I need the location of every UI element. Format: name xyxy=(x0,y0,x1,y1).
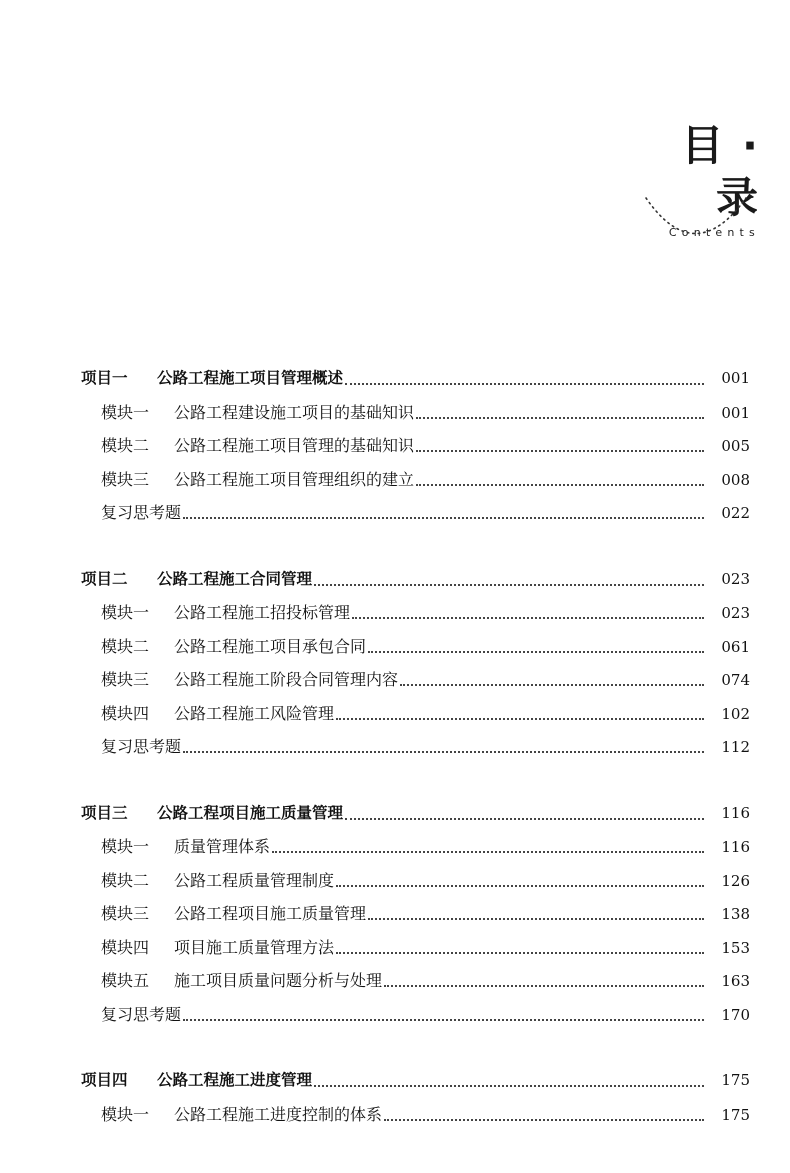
toc-entry-title: 复习思考题 xyxy=(101,503,182,522)
toc-page-number: 022 xyxy=(721,504,750,522)
toc-entry-title: 公路工程施工阶段合同管理内容 xyxy=(174,670,399,689)
toc-entry-label xyxy=(101,1098,382,1132)
toc-module-entry[interactable] xyxy=(0,596,790,630)
dot-leader xyxy=(368,917,704,920)
dot-leader xyxy=(384,984,704,987)
toc-page-number: 074 xyxy=(721,671,750,689)
dot-leader xyxy=(352,616,704,619)
toc-entry-label xyxy=(101,396,414,430)
toc-module-entry[interactable] xyxy=(0,663,790,697)
dot-leader xyxy=(336,951,704,954)
toc-page-number: 153 xyxy=(721,938,750,957)
dot-leader xyxy=(400,683,704,686)
toc-entry-title: 公路工程施工项目管理概述 xyxy=(157,369,344,387)
toc-entry-label xyxy=(101,998,181,1032)
toc-page-number: 001 xyxy=(721,369,750,387)
dot-leader xyxy=(183,516,704,519)
toc-entry-number: 模块三 xyxy=(101,670,150,689)
dot-leader xyxy=(416,449,704,452)
toc-entry-label xyxy=(101,697,334,731)
toc-module-entry[interactable] xyxy=(0,864,790,898)
toc-entry-title: 质量管理体系 xyxy=(174,837,271,856)
toc-module-entry[interactable] xyxy=(0,429,790,463)
toc-entry-label xyxy=(101,496,181,530)
toc-entry-label xyxy=(101,730,181,764)
dot-leader xyxy=(384,1118,704,1121)
toc-page-number: 001 xyxy=(721,403,750,422)
toc-page-number: 102 xyxy=(721,704,750,723)
toc-page-number: 170 xyxy=(721,1005,750,1024)
toc-project-entry[interactable] xyxy=(0,362,790,396)
toc-page-number: 175 xyxy=(721,1105,750,1124)
toc-page-number: 112 xyxy=(721,738,750,756)
toc-page-number: 023 xyxy=(721,604,750,622)
toc-page-number: 116 xyxy=(721,838,750,856)
toc-page-number: 163 xyxy=(721,972,750,990)
toc-entry-title: 公路工程质量管理制度 xyxy=(174,870,335,890)
toc-entry-title: 公路工程施工风险管理 xyxy=(174,703,335,723)
toc-entry-number: 模块二 xyxy=(101,436,150,455)
toc-entry-title: 公路工程施工进度管理 xyxy=(157,1071,313,1089)
toc-entry-title: 公路工程项目施工质量管理 xyxy=(157,803,344,822)
dot-leader xyxy=(272,850,704,853)
toc-entry-number: 模块一 xyxy=(101,1104,150,1124)
dot-leader xyxy=(345,382,704,385)
dot-leader xyxy=(416,483,704,486)
toc-module-entry[interactable] xyxy=(0,897,790,931)
toc-entry-label xyxy=(101,830,270,864)
page-title: 目 · 录 xyxy=(681,121,760,222)
toc-entry-title: 公路工程建设施工项目的基础知识 xyxy=(174,402,415,422)
toc-entry-title: 公路工程施工项目管理组织的建立 xyxy=(174,469,415,489)
toc-module-entry[interactable] xyxy=(0,697,790,731)
toc-entry-label xyxy=(81,362,343,396)
toc-entry-label xyxy=(101,931,334,965)
toc-entry-number: 模块二 xyxy=(101,870,150,890)
toc-entry-title: 施工项目质量问题分析与处理 xyxy=(174,971,383,990)
toc-review-entry[interactable] xyxy=(0,496,790,530)
decorative-dotted-arc xyxy=(640,194,750,239)
toc-entry-label xyxy=(101,429,414,463)
toc-entry-number: 模块二 xyxy=(101,636,150,656)
dot-leader xyxy=(336,884,704,887)
toc-page-number: 138 xyxy=(721,905,750,923)
toc-entry-title: 公路工程施工项目管理的基础知识 xyxy=(174,436,415,455)
toc-entry-label xyxy=(101,897,366,931)
toc-entry-label xyxy=(101,864,334,898)
toc-entry-label xyxy=(81,797,343,831)
dot-leader xyxy=(345,817,704,820)
toc-entry-number: 项目四 xyxy=(81,1071,128,1089)
toc-page-number: 005 xyxy=(721,437,750,455)
toc-module-entry[interactable] xyxy=(0,463,790,497)
toc-entry-number: 模块三 xyxy=(101,469,150,489)
toc-entry-label xyxy=(101,964,382,998)
toc-entry-title: 公路工程项目施工质量管理 xyxy=(174,904,367,923)
toc-entry-title: 公路工程施工项目承包合同 xyxy=(174,636,367,656)
toc-module-entry[interactable] xyxy=(0,1098,790,1132)
dot-leader xyxy=(183,1018,704,1021)
toc-entry-number: 模块五 xyxy=(101,971,150,990)
toc-entry-number: 项目二 xyxy=(81,569,128,588)
toc-section xyxy=(0,362,790,530)
toc-entry-title: 复习思考题 xyxy=(101,1004,182,1024)
toc-project-entry[interactable] xyxy=(0,797,790,831)
toc-entry-number: 项目一 xyxy=(81,369,128,387)
toc-entry-label xyxy=(101,663,398,697)
toc-entry-number: 模块四 xyxy=(101,937,150,957)
toc-module-entry[interactable] xyxy=(0,964,790,998)
toc-project-entry[interactable] xyxy=(0,1064,790,1098)
dot-leader xyxy=(336,717,704,720)
toc-entry-title: 公路工程施工合同管理 xyxy=(157,569,313,588)
toc-entry-number: 模块一 xyxy=(101,402,150,422)
toc-entry-number: 模块一 xyxy=(101,837,150,856)
dot-leader xyxy=(183,750,704,753)
toc-entry-number: 项目三 xyxy=(81,803,128,822)
toc-entry-label xyxy=(101,596,350,630)
toc-entry-title: 公路工程施工进度控制的体系 xyxy=(174,1104,383,1124)
toc-page-number: 008 xyxy=(721,470,750,489)
dot-leader xyxy=(416,416,704,419)
page-subtitle: Contents xyxy=(668,226,760,239)
toc-page-number: 061 xyxy=(721,637,750,656)
dot-leader xyxy=(368,650,704,653)
toc-entry-label xyxy=(81,563,312,597)
toc-entry-number: 模块一 xyxy=(101,603,150,622)
toc-module-entry[interactable] xyxy=(0,396,790,430)
toc-review-entry[interactable] xyxy=(0,730,790,764)
toc-section xyxy=(0,797,790,1032)
toc-module-entry[interactable] xyxy=(0,630,790,664)
toc-review-entry[interactable] xyxy=(0,998,790,1032)
toc-page-number: 175 xyxy=(721,1071,750,1089)
toc-entry-number: 模块四 xyxy=(101,703,150,723)
toc-entry-title: 公路工程施工招投标管理 xyxy=(174,603,351,622)
toc-page-number: 023 xyxy=(721,569,750,588)
toc-entry-label xyxy=(101,463,414,497)
toc-entry-label xyxy=(101,630,366,664)
toc-entry-title: 项目施工质量管理方法 xyxy=(174,937,335,957)
table-of-contents xyxy=(0,362,790,1164)
toc-entry-title: 复习思考题 xyxy=(101,737,182,756)
toc-page-number: 116 xyxy=(721,803,750,822)
dot-leader xyxy=(314,583,704,586)
toc-entry-number: 模块三 xyxy=(101,904,150,923)
toc-module-entry[interactable] xyxy=(0,931,790,965)
toc-project-entry[interactable] xyxy=(0,563,790,597)
toc-section xyxy=(0,1064,790,1131)
toc-section xyxy=(0,563,790,764)
toc-page-number: 126 xyxy=(721,871,750,890)
dot-leader xyxy=(314,1084,704,1087)
toc-entry-label xyxy=(81,1064,312,1098)
toc-module-entry[interactable] xyxy=(0,830,790,864)
